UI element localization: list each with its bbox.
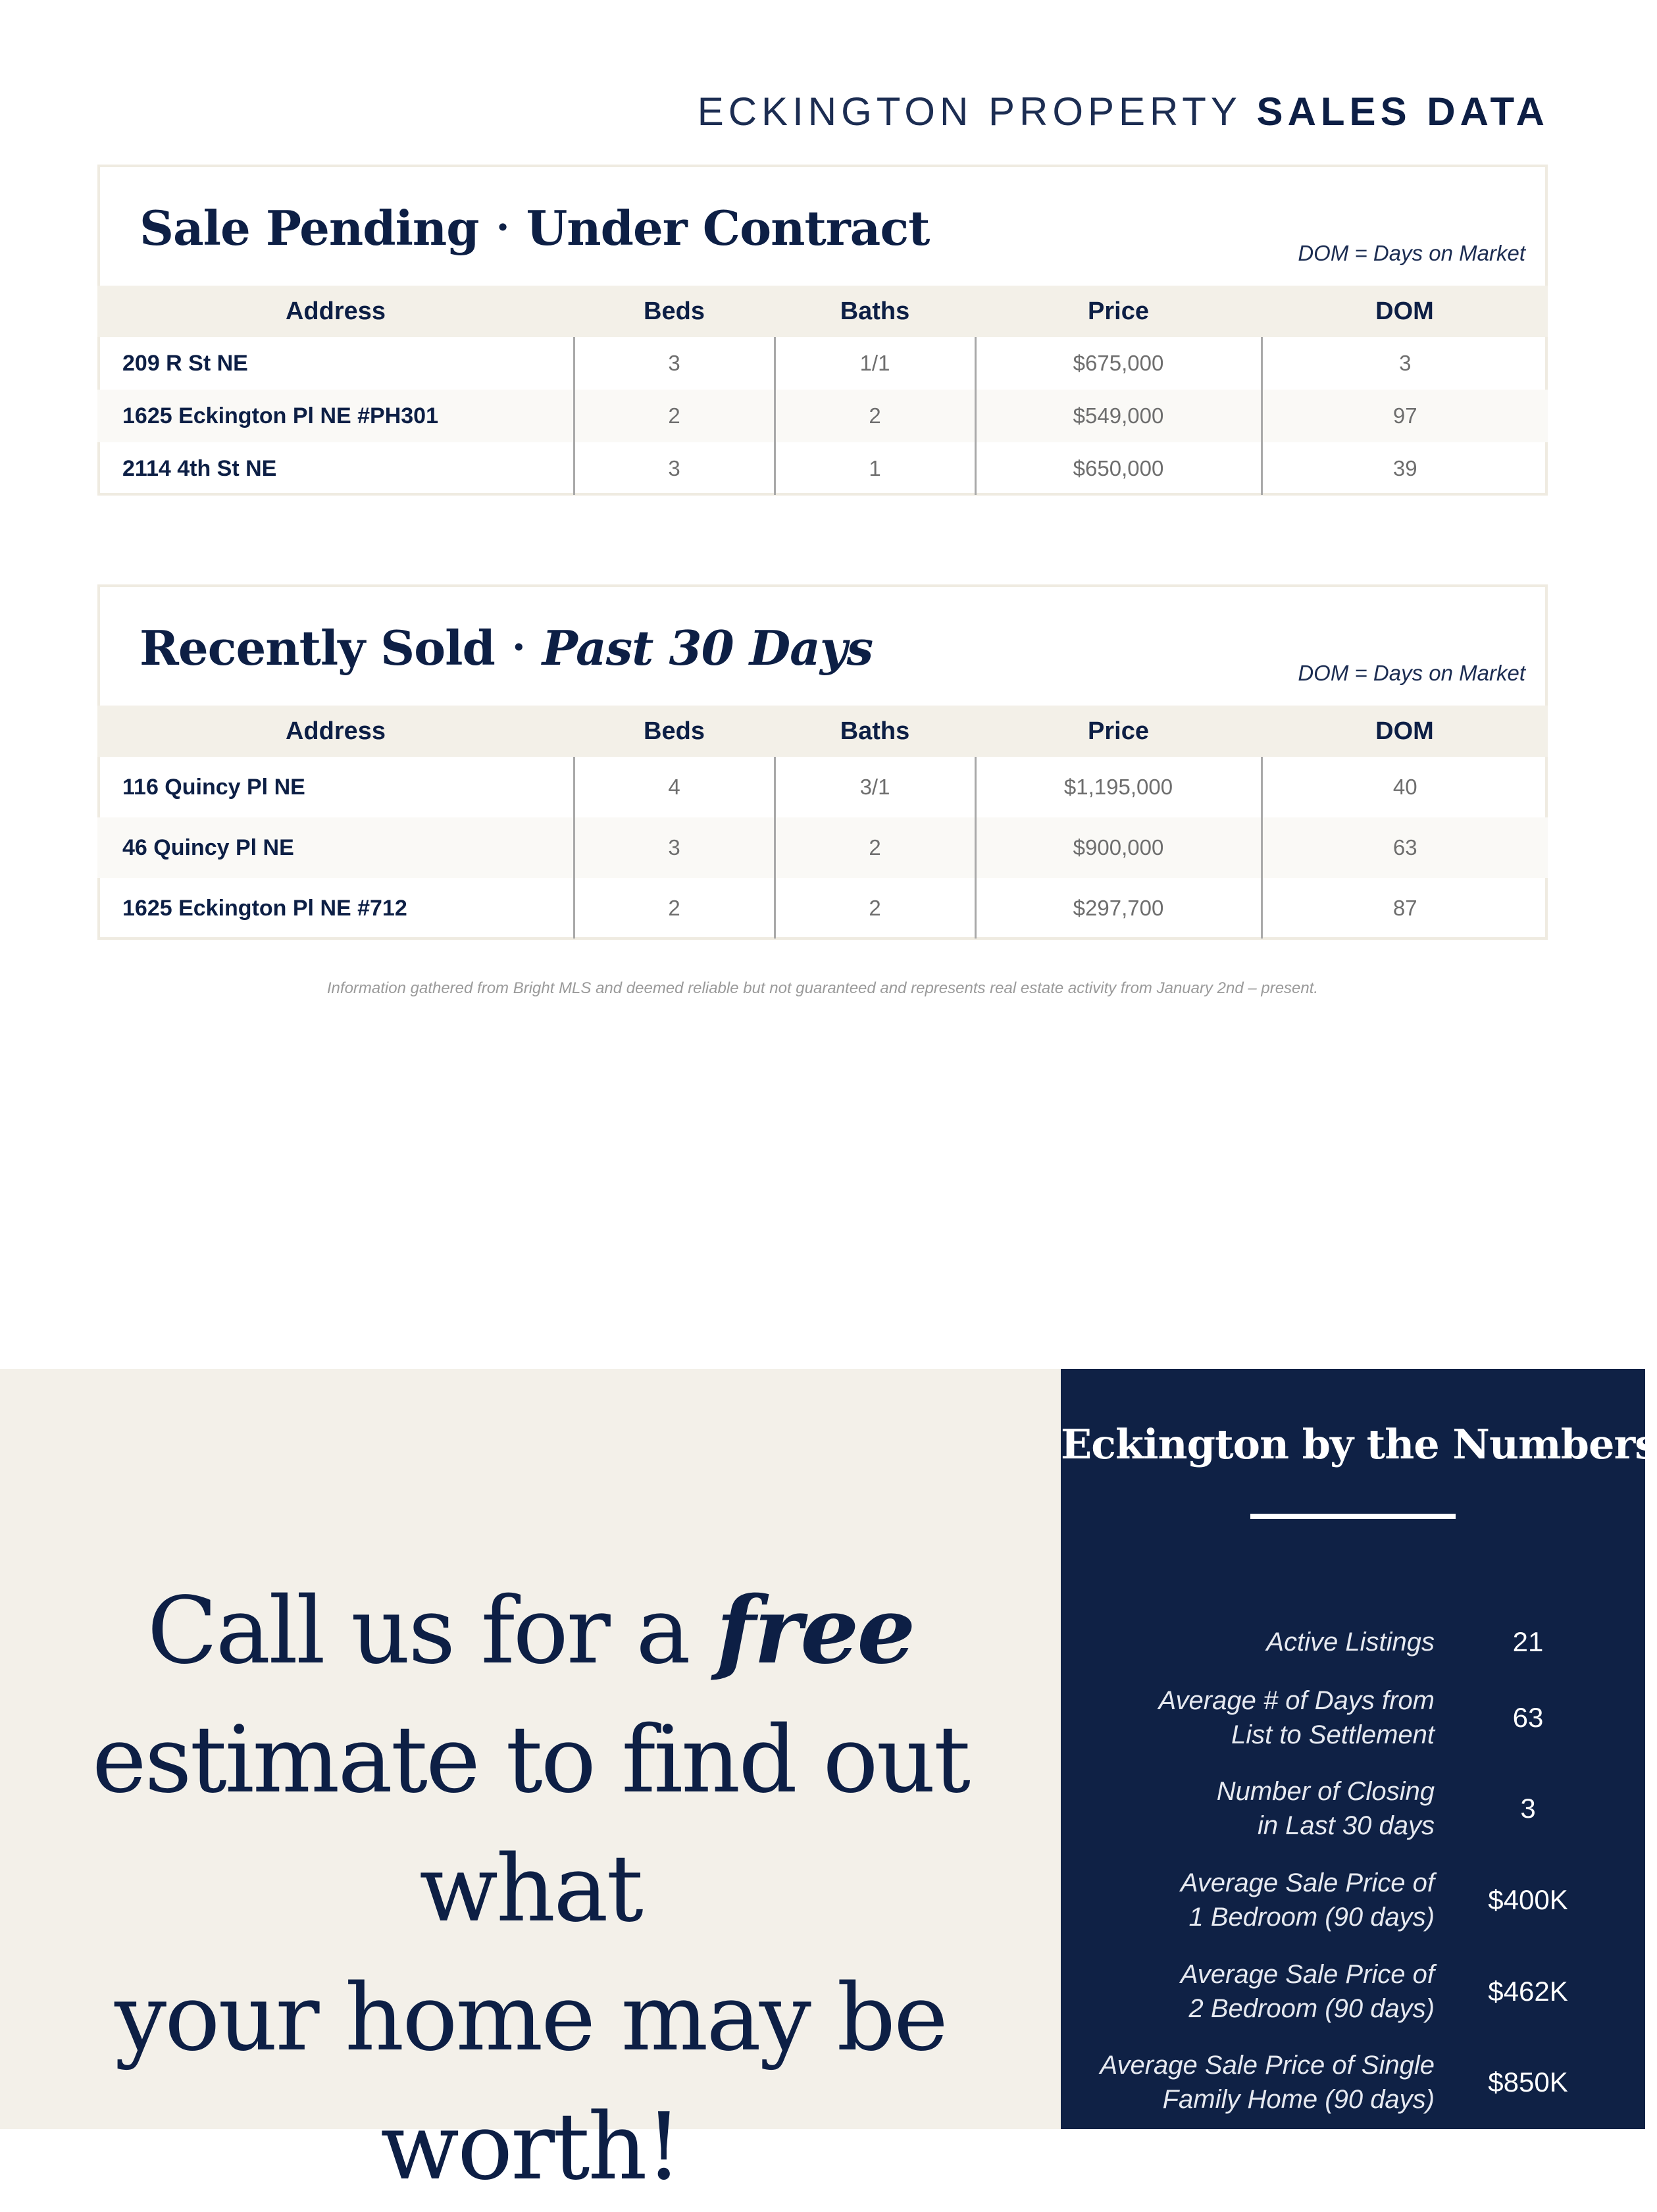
stat-label-line-2: 2 Bedroom (90 days) [1188, 1994, 1435, 2023]
cell-baths: 2 [775, 817, 975, 878]
stat-label [1066, 1678, 1435, 1757]
table-header-row [97, 286, 1548, 337]
stat-label [1066, 2043, 1435, 2122]
table-header-row [97, 706, 1548, 757]
cell-beds: 3 [574, 817, 775, 878]
cell-price: $297,700 [975, 878, 1262, 939]
table-row [97, 757, 1548, 817]
by-the-numbers-panel [1061, 1369, 1657, 2129]
stat-label-line-1: Average Sale Price of [1180, 1960, 1435, 1989]
dom-legend: DOM = Days on Market [1298, 661, 1525, 685]
cell-dom: 40 [1262, 757, 1548, 817]
table-row [97, 442, 1548, 495]
cell-dom: 63 [1262, 817, 1548, 878]
cell-price: $549,000 [975, 390, 1262, 442]
data-disclaimer: Information gathered from Bright MLS and deemed reliable but not guaranteed and represents real estate activity from January 2nd – present. [326, 979, 1319, 997]
stat-value: $850K [1488, 2067, 1568, 2097]
recently-sold-title [140, 620, 873, 676]
page-title-light: ECKINGTON PROPERTY [697, 90, 1257, 134]
cell-address: 116 Quincy Pl NE [122, 774, 305, 800]
title-separator: · [511, 625, 525, 671]
table-row [97, 817, 1548, 878]
stat-label [1066, 1861, 1435, 1940]
stat-label-line-1: Average # of Days from [1158, 1686, 1435, 1715]
column-header-address: Address [285, 297, 386, 325]
column-header-baths: Baths [840, 717, 910, 745]
stat-value: $400K [1488, 1884, 1568, 1915]
sale-pending-title [140, 200, 929, 256]
cell-price: $900,000 [975, 817, 1262, 878]
stat-label-line-2: List to Settlement [1231, 1720, 1435, 1749]
stat-label-line-2: Family Home (90 days) [1162, 2085, 1435, 2114]
stat-label [1066, 1952, 1435, 2031]
recently-sold-table [97, 706, 1548, 939]
table-row [97, 390, 1548, 442]
stat-label-line-1: Number of Closing [1216, 1777, 1435, 1806]
promo-emphasis: free [716, 1577, 914, 1685]
cell-baths: 3/1 [775, 757, 975, 817]
column-header-address: Address [285, 717, 386, 745]
by-the-numbers-title: Eckington by the Numbers [1061, 1420, 1657, 1468]
stat-avg-price-single-family [1061, 2043, 1645, 2122]
stat-label-line-1: Average Sale Price of Single [1100, 2051, 1435, 2080]
sale-pending-title-sub: Under Contract [526, 200, 930, 256]
stat-active-listings [1061, 1603, 1645, 1682]
cell-beds: 4 [574, 757, 775, 817]
cell-price: $650,000 [975, 442, 1262, 495]
sale-pending-card [97, 165, 1548, 496]
cell-beds: 2 [574, 878, 775, 939]
table-row [97, 337, 1548, 390]
free-estimate-panel [0, 1369, 1061, 2201]
column-header-baths: Baths [840, 297, 910, 325]
cell-address: 2114 4th St NE [122, 455, 277, 481]
column-header-beds: Beds [644, 717, 705, 745]
cell-baths: 2 [775, 390, 975, 442]
stat-label-line-1: Average Sale Price of [1180, 1868, 1435, 1897]
column-header-beds: Beds [644, 297, 705, 325]
cell-dom: 87 [1262, 878, 1548, 939]
stat-days-to-settlement [1061, 1678, 1645, 1757]
cell-beds: 3 [574, 442, 775, 495]
free-estimate-message [0, 1566, 1061, 2212]
stat-label [1066, 1769, 1435, 1848]
stat-label-line-2: in Last 30 days [1257, 1811, 1435, 1840]
cell-baths: 1 [775, 442, 975, 495]
sale-pending-title-main: Sale Pending [140, 200, 479, 256]
promo-line-2: estimate to find out what [91, 1707, 969, 1943]
cell-dom: 39 [1262, 442, 1548, 495]
cell-baths: 1/1 [775, 337, 975, 390]
table-row [97, 878, 1548, 939]
stat-label [1066, 1603, 1435, 1682]
column-header-dom: DOM [1375, 297, 1434, 325]
dom-legend: DOM = Days on Market [1298, 241, 1525, 265]
column-header-price: Price [1088, 717, 1149, 745]
stat-label-line-2: 1 Bedroom (90 days) [1188, 1903, 1435, 1932]
cell-price: $675,000 [975, 337, 1262, 390]
cell-dom: 3 [1262, 337, 1548, 390]
cell-address: 209 R St NE [122, 350, 248, 376]
cell-dom: 97 [1262, 390, 1548, 442]
promo-line-1 [0, 1566, 1061, 1696]
cell-beds: 2 [574, 390, 775, 442]
title-separator: · [496, 205, 509, 251]
sale-pending-table [97, 286, 1548, 495]
stat-value: 3 [1520, 1793, 1536, 1824]
page-title [698, 89, 1549, 134]
recently-sold-title-sub: Past 30 Days [542, 620, 873, 676]
cell-baths: 2 [775, 878, 975, 939]
promo-line-3: your home may be worth! [115, 1965, 946, 2201]
cell-beds: 3 [574, 337, 775, 390]
stat-value: 21 [1512, 1626, 1544, 1657]
cell-price: $1,195,000 [975, 757, 1262, 817]
cell-address: 1625 Eckington Pl NE #PH301 [122, 403, 438, 428]
column-header-price: Price [1088, 297, 1149, 325]
stat-avg-price-2-bedroom [1061, 1952, 1645, 2031]
recently-sold-card [97, 584, 1548, 940]
promo-line-1-text: Call us for a [147, 1578, 717, 1685]
stat-value: $462K [1488, 1976, 1568, 2007]
page-title-bold: SALES DATA [1256, 90, 1549, 134]
cell-address: 1625 Eckington Pl NE #712 [122, 895, 407, 921]
recently-sold-title-main: Recently Sold [140, 620, 495, 676]
title-divider [1250, 1514, 1456, 1519]
stat-closings-30-days [1061, 1769, 1645, 1848]
stat-avg-price-1-bedroom [1061, 1861, 1645, 1940]
stat-value: 63 [1512, 1702, 1544, 1733]
stat-label-line-1: Active Listings [1266, 1628, 1435, 1657]
cell-address: 46 Quincy Pl NE [122, 835, 294, 860]
column-header-dom: DOM [1375, 717, 1434, 745]
